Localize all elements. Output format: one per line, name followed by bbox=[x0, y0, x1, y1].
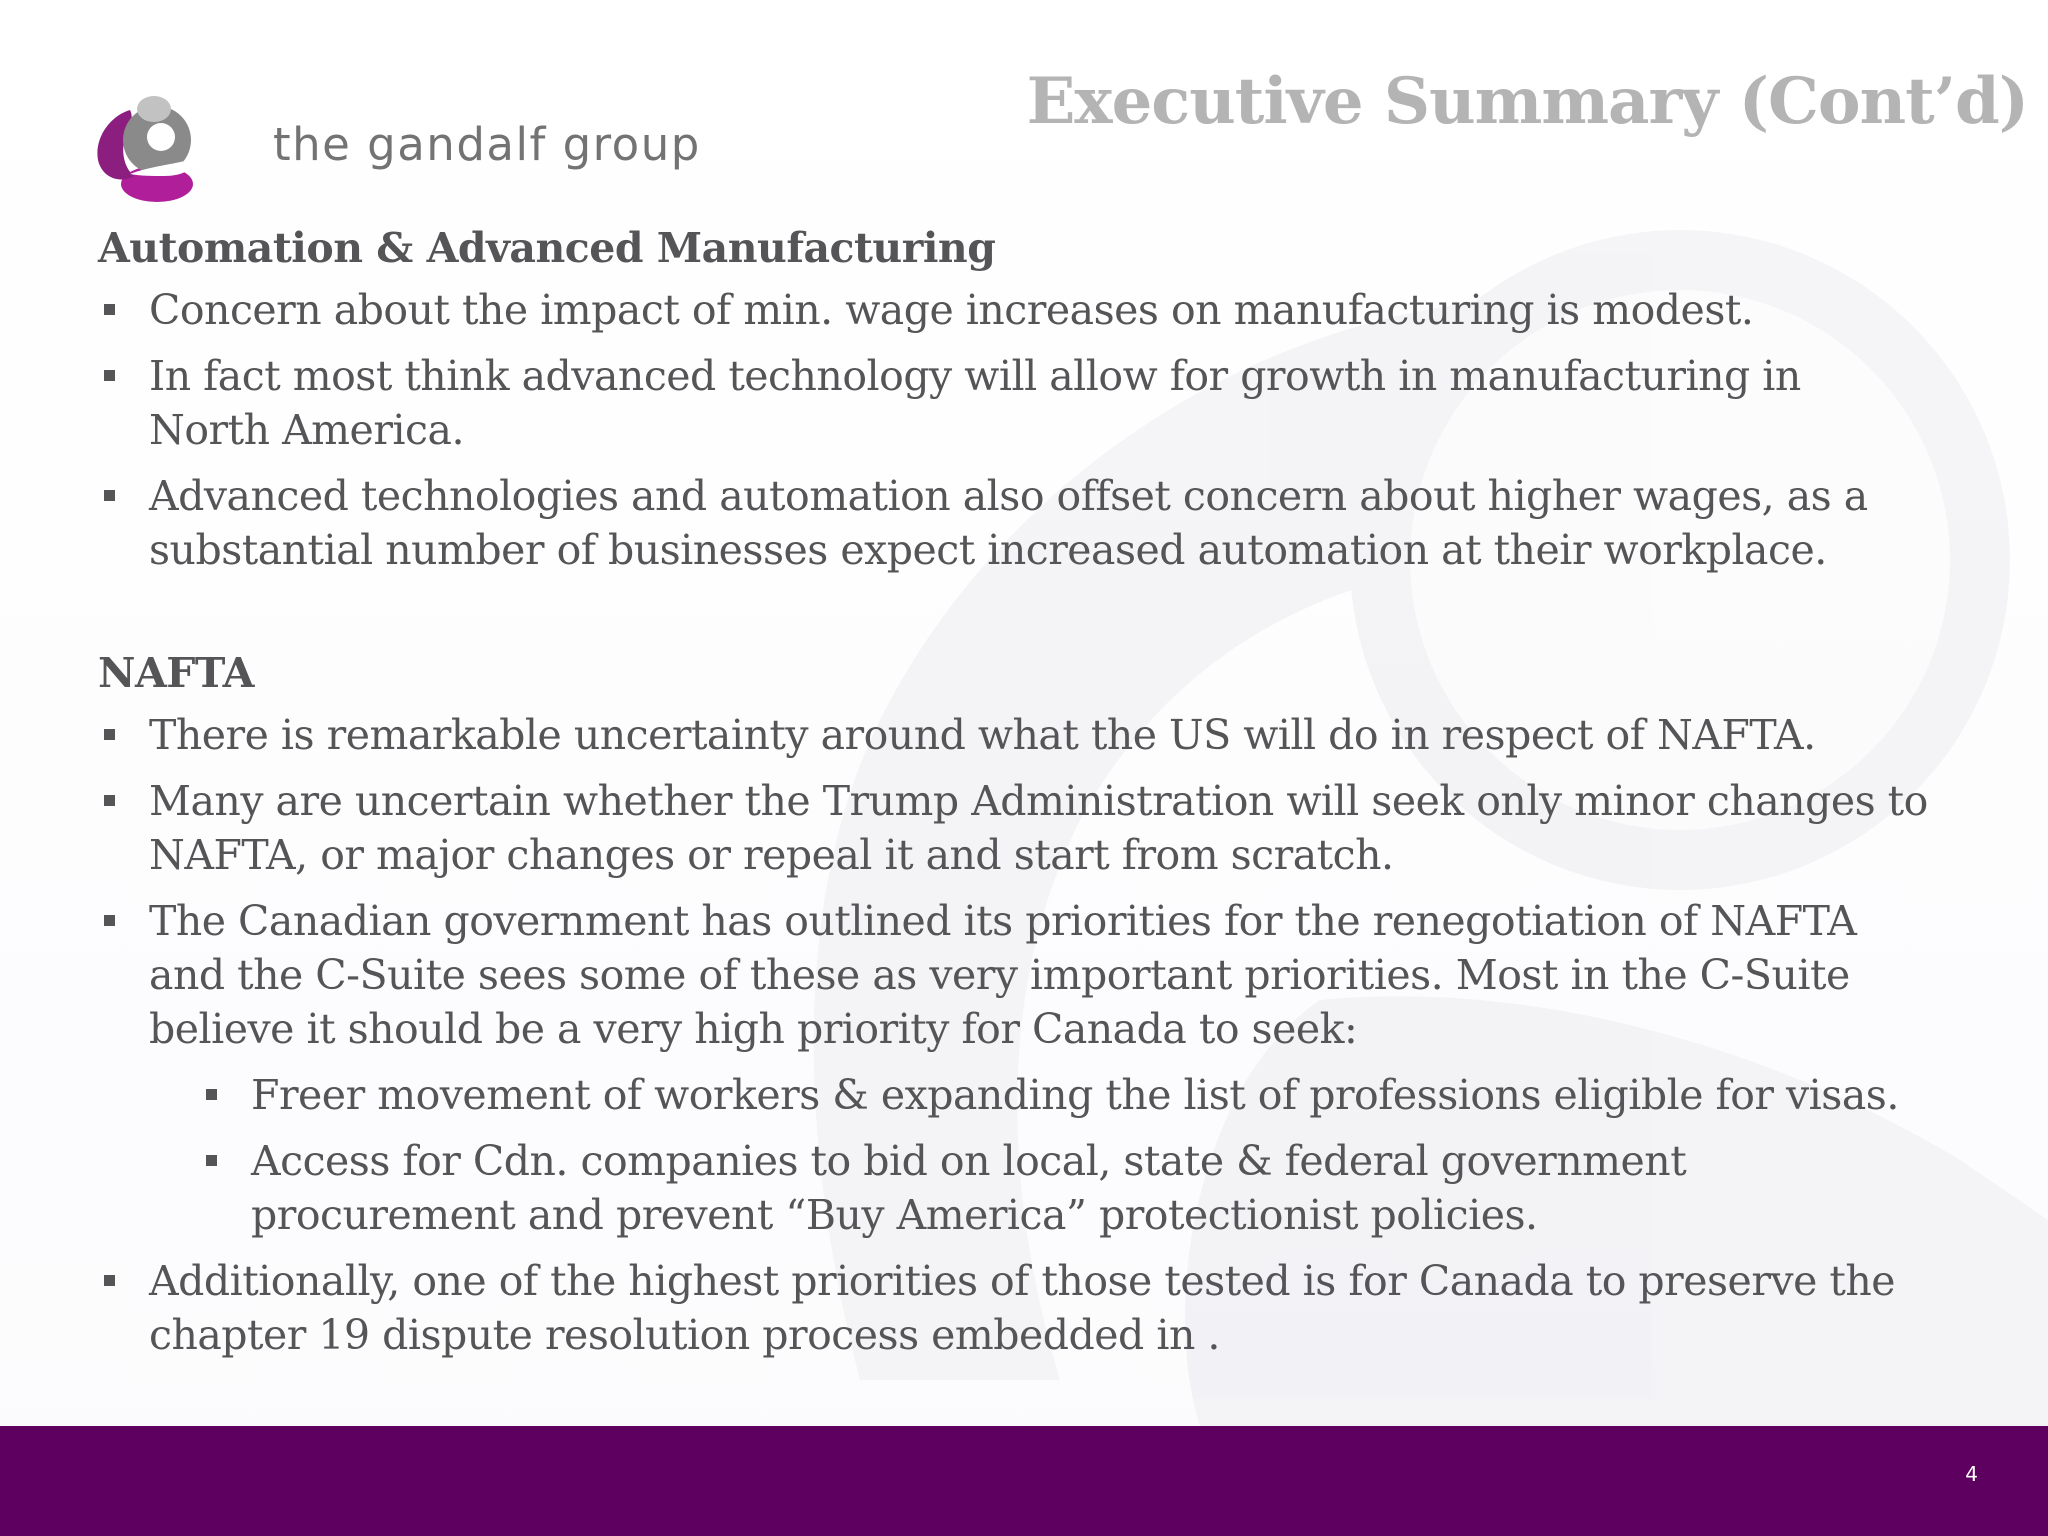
bullet-item: Advanced technologies and automation also offset concern about higher wages, as a substantial number of businesses expect increased automation at their workplace. bbox=[98, 469, 1928, 577]
footer-bar bbox=[0, 1426, 2048, 1536]
sub-bullet-item: Freer movement of workers & expanding the list of professions eligible for visas. bbox=[149, 1068, 1928, 1122]
bullet-text: The Canadian government has outlined its priorities for the renegotiation of NAFTA and the C-Suite sees some of these as very important priorities. Most in the C-Suite believe it should be a very high priority for Canada to seek: bbox=[149, 897, 1857, 1053]
nafta-bullet-list bbox=[98, 708, 1928, 1362]
logo-text: the gandalf group bbox=[273, 118, 701, 171]
bullet-item: Additionally, one of the highest priorities of those tested is for Canada to preserve the chapter 19 dispute resolution process embedded in . bbox=[98, 1254, 1928, 1362]
slide-title: Executive Summary (Cont’d) bbox=[1026, 64, 2028, 139]
section-heading-nafta: NAFTA bbox=[98, 649, 254, 697]
sub-bullet-list bbox=[149, 1068, 1928, 1242]
section-heading-automation: Automation & Advanced Manufacturing bbox=[98, 224, 996, 272]
sub-bullet-item: Access for Cdn. companies to bid on local, state & federal government procurement and prevent “Buy America” protectionist policies. bbox=[149, 1134, 1928, 1242]
bullet-item: In fact most think advanced technology will allow for growth in manufacturing in North America. bbox=[98, 349, 1928, 457]
slide-content bbox=[98, 220, 1928, 1374]
bullet-item: There is remarkable uncertainty around what the US will do in respect of NAFTA. bbox=[98, 708, 1928, 762]
bullet-item: Concern about the impact of min. wage increases on manufacturing is modest. bbox=[98, 283, 1928, 337]
bullet-item bbox=[98, 894, 1928, 1242]
page-number: 4 bbox=[1965, 1462, 1978, 1486]
gandalf-g-logo-icon bbox=[90, 88, 220, 206]
bullet-item: Many are uncertain whether the Trump Administration will seek only minor changes to NAFTA, or major changes or repeal it and start from scratch. bbox=[98, 774, 1928, 882]
automation-bullet-list bbox=[98, 283, 1928, 577]
company-logo bbox=[90, 88, 701, 206]
